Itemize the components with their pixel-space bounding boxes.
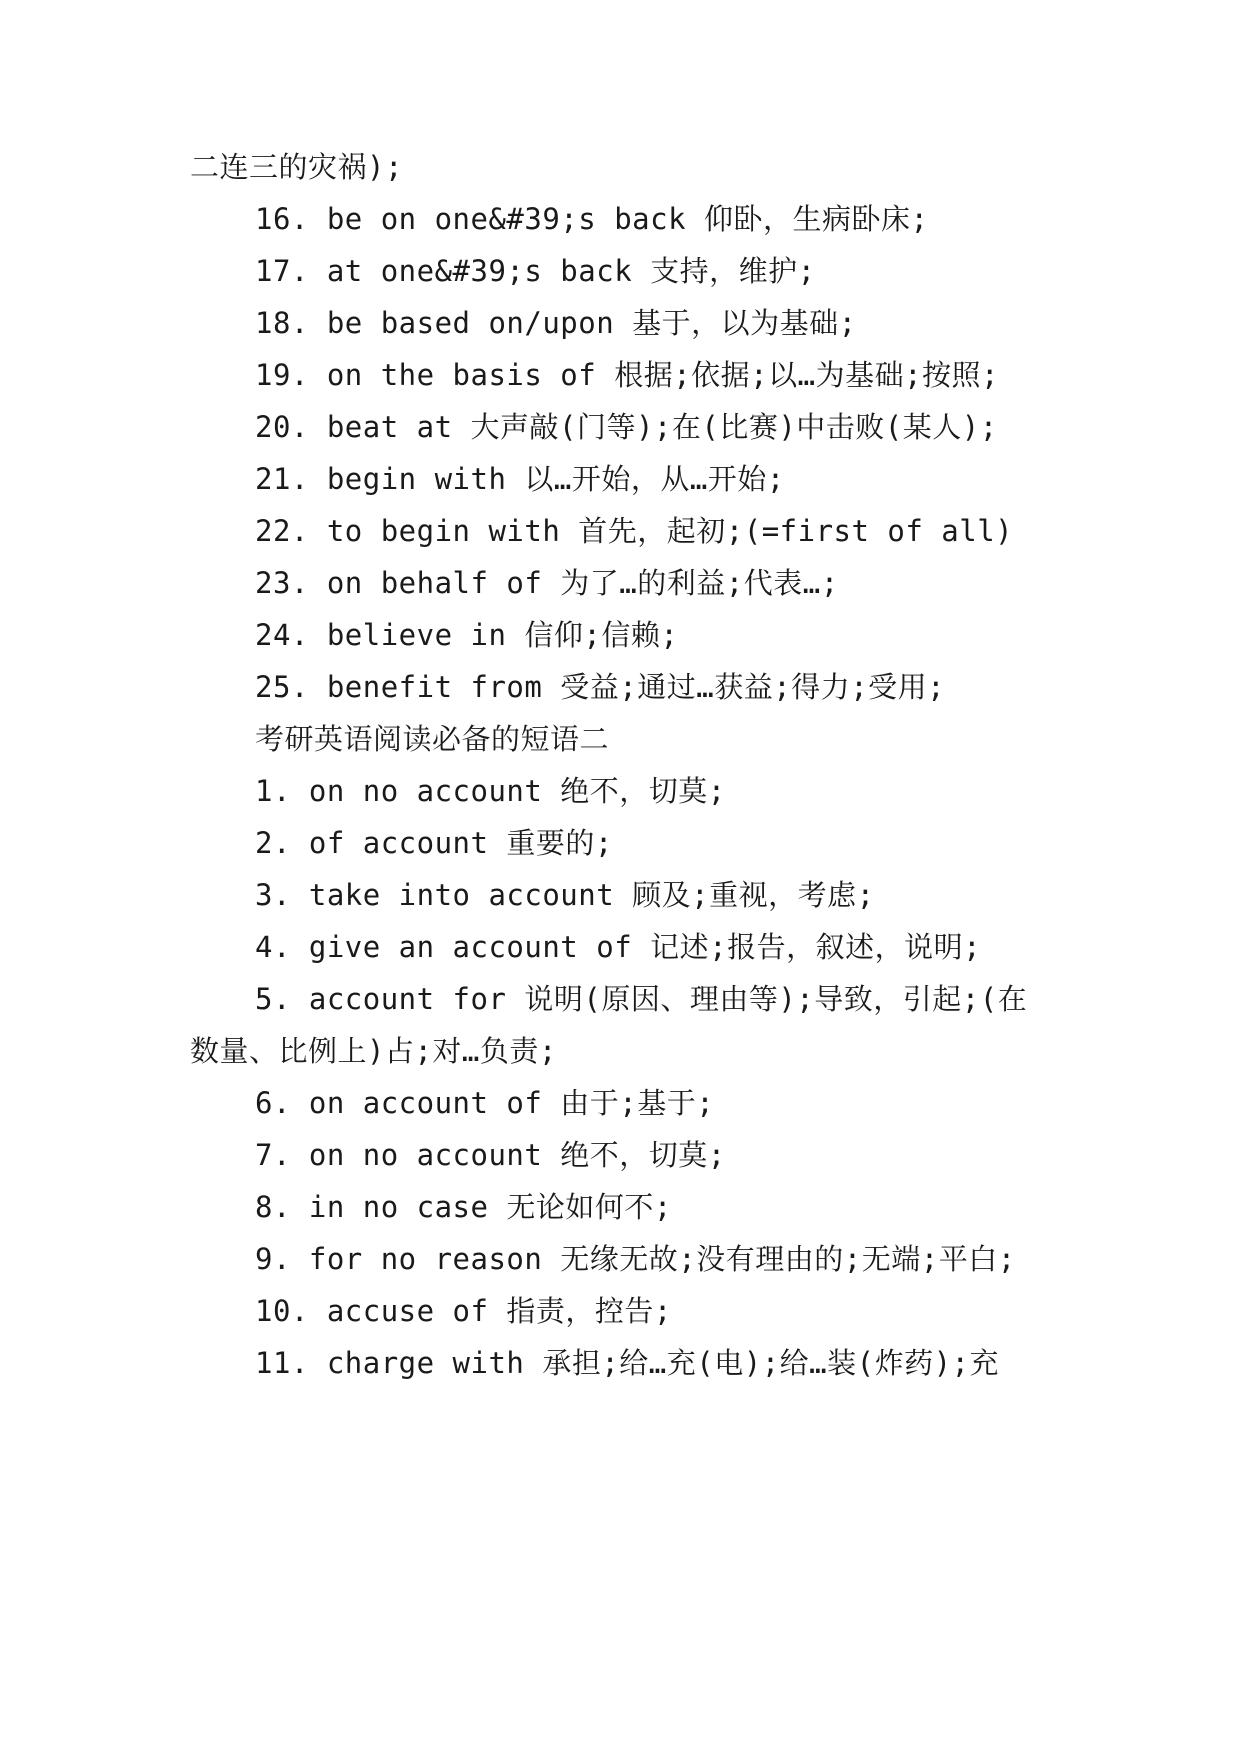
list-item: 22. to begin with 首先，起初;(=first of all) xyxy=(255,514,1014,548)
list-item: 1. on no account 绝不，切莫; xyxy=(255,774,726,808)
list-item: 18. be based on/upon 基于，以为基础; xyxy=(255,306,857,340)
list-item: 17. at one&#39;s back 支持，维护; xyxy=(255,254,816,288)
list-item: 4. give an account of 记述;报告，叙述，说明; xyxy=(255,930,982,964)
list-item: 8. in no case 无论如何不; xyxy=(255,1190,672,1224)
list-item: 24. believe in 信仰;信赖; xyxy=(255,618,679,652)
list-item: 11. charge with 承担;给…充(电);给…装(炸药);充 xyxy=(255,1346,999,1380)
list-item: 3. take into account 顾及;重视，考虑; xyxy=(255,878,875,912)
list-item: 16. be on one&#39;s back 仰卧，生病卧床; xyxy=(255,202,929,236)
list-item: 19. on the basis of 根据;依据;以…为基础;按照; xyxy=(255,358,999,392)
list-item: 10. accuse of 指责，控告; xyxy=(255,1294,672,1328)
list-item: 9. for no reason 无缘无故;没有理由的;无端;平白; xyxy=(255,1242,1016,1276)
list-item: 20. beat at 大声敲(门等);在(比赛)中击败(某人); xyxy=(255,410,998,444)
list-item: 7. on no account 绝不，切莫; xyxy=(255,1138,726,1172)
list-item: 6. on account of 由于;基于; xyxy=(255,1086,715,1120)
list-item: 2. of account 重要的; xyxy=(255,826,613,860)
list-item: 21. begin with 以…开始，从…开始; xyxy=(255,462,785,496)
list-item: 25. benefit from 受益;通过…获益;得力;受用; xyxy=(255,670,946,704)
list-item: 5. account for 说明(原因、理由等);导致，引起;(在 xyxy=(255,982,1028,1016)
text-line: 数量、比例上)占;对…负责; xyxy=(190,1034,557,1068)
text-line: 二连三的灾祸); xyxy=(190,150,403,184)
section-heading: 考研英语阅读必备的短语二 xyxy=(255,722,610,756)
list-item: 23. on behalf of 为了…的利益;代表…; xyxy=(255,566,839,600)
